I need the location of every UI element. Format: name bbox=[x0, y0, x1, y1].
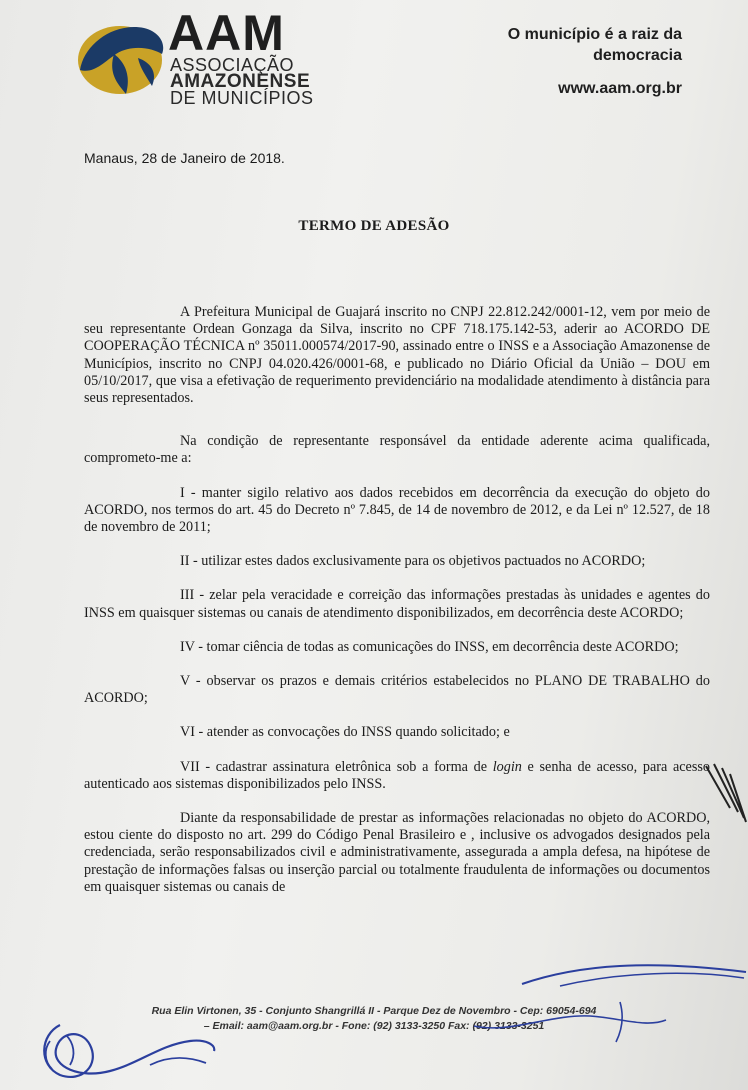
paragraph-intro: A Prefeitura Municipal de Guajará inscrito no CNPJ 22.812.242/0001-12, vem por meio de seu representante Ordean Gonzaga da Silva, inscrito no CPF 718.175.142-53, aderir ao ACORDO DE COOPERAÇÃO TÉCNICA nº 35011.000574/2017-90, assinado entre o INSS e a Associação Amazonense de Municípios, inscrito no CNPJ 04.020.426/0001-68, e publicado no Diário Oficial da União – DOU em 05/10/2017, que visa a efetivação de requerimento previdenciário na modalidade atendimento à distância para seus representados. bbox=[84, 304, 710, 407]
list-item: VI - atender as convocações do INSS quando solicitado; e bbox=[180, 724, 510, 741]
motto bbox=[508, 24, 682, 66]
motto-line-1: O município é a raiz da bbox=[507, 26, 682, 43]
logo-line-3: DE MUNICÍPIOS bbox=[170, 88, 314, 108]
list-item bbox=[84, 759, 710, 793]
item7-text-end: e senha de acesso, para acesso autenticado aos sistemas disponibilizados pelo INSS. bbox=[84, 758, 710, 792]
motto-line-2: democracia bbox=[593, 47, 682, 64]
list-item: III - zelar pela veracidade e correição das informações prestadas às unidades e agentes do INSS em quaisquer sistemas ou canais de atendimento disponibilizados, em decorrência deste ACORDO; bbox=[84, 587, 710, 621]
logo-acronym: AAM bbox=[168, 5, 285, 61]
aam-logo-icon bbox=[74, 14, 170, 100]
footer-address bbox=[0, 1004, 748, 1034]
footer-line-1: Rua Elin Virtonen, 35 - Conjunto Shangrillá II - Parque Dez de Novembro - Cep: 69054-694 bbox=[151, 1005, 597, 1017]
item7-text: VII - cadastrar assinatura eletrônica sob a forma de bbox=[180, 758, 493, 775]
list-item: IV - tomar ciência de todas as comunicações do INSS, em decorrência deste ACORDO; bbox=[180, 638, 679, 655]
list-item: II - utilizar estes dados exclusivamente para os objetivos pactuados no ACORDO; bbox=[180, 553, 646, 570]
pen-stroke-bottom-icon bbox=[520, 958, 748, 994]
website-link[interactable]: www.aam.org.br bbox=[558, 80, 682, 97]
document-title: TERMO DE ADESÃO bbox=[298, 218, 450, 234]
footer-line-2: – Email: aam@aam.org.br - Fone: (92) 3133-3250 Fax: (92) 3133-3251 bbox=[203, 1020, 545, 1032]
paragraph-commitment: Na condição de representante responsável da entidade aderente acima qualificada, comprometo-me a: bbox=[84, 433, 710, 467]
document-body bbox=[84, 304, 710, 896]
document-date: Manaus, 28 de Janeiro de 2018. bbox=[84, 150, 285, 166]
list-item: I - manter sigilo relativo aos dados recebidos em decorrência da execução do objeto do ACORDO, nos termos do art. 45 do Decreto nº 7.845, de 14 de novembro de 2012, e da Lei nº 12.527, de 18 de novembro de 2011; bbox=[84, 484, 710, 536]
item7-italic: login bbox=[492, 758, 522, 775]
logo-line-2: AMAZONENSE bbox=[170, 71, 311, 92]
logo-line-1: ASSOCIAÇÃO bbox=[170, 55, 295, 75]
list-item: V - observar os prazos e demais critérios estabelecidos no PLANO DE TRABALHO do ACORDO; bbox=[84, 673, 710, 707]
paragraph-closing: Diante da responsabilidade de prestar as informações relacionadas no objeto do ACORDO, estou ciente do disposto no art. 299 do Código Penal Brasileiro e , inclusive os advogados designados pela credenciada, serão responsabilizados civil e administrativamente, assegurada a ampla defesa, na hipótese de prestação de informações falsas ou inserção parcial ou totalmente fraudulenta de informações ou documentos em quaisquer sistemas ou canais de bbox=[84, 810, 710, 895]
